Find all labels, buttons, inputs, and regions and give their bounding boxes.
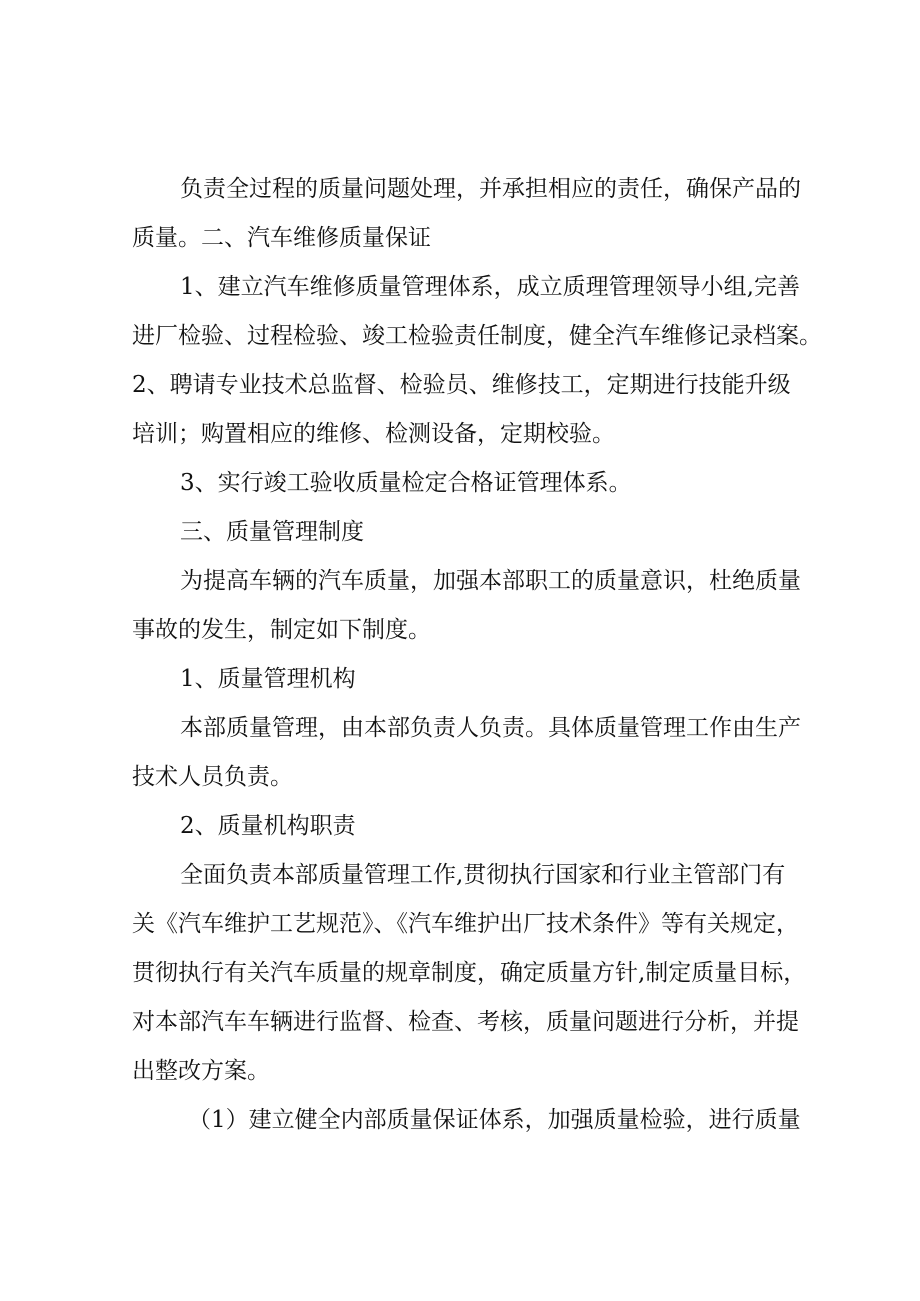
text-line: 技术人员负责。: [132, 764, 293, 790]
text-line: 本部质量管理，由本部负责人负责。具体质量管理工作由生产: [180, 715, 801, 741]
text-line: 培训；购置相应的维修、检测设备，定期校验。: [132, 421, 615, 447]
text-line: 出整改方案。: [132, 1058, 270, 1084]
text-line: 2、聘请专业技术总监督、检验员、维修技工，定期进行技能升级: [132, 372, 791, 398]
text-line: 贯彻执行有关汽车质量的规章制度，确定质量方针,制定质量目标，: [132, 960, 807, 986]
text-line: 为提高车辆的汽车质量，加强本部职工的质量意识，杜绝质量: [180, 568, 801, 594]
text-line: 关《汽车维护工艺规范》、《汽车维护出厂技术条件》等有关规定，: [132, 911, 799, 937]
text-line: 事故的发生，制定如下制度。: [132, 617, 431, 643]
text-line: 3、实行竣工验收质量检定合格证管理体系。: [180, 470, 632, 496]
document-body: [132, 165, 822, 1145]
text-line: 进厂检验、过程检验、竣工检验责任制度，健全汽车维修记录档案。: [132, 323, 822, 349]
text-line: 1、建立汽车维修质量管理体系，成立质理管理领导小组,完善: [180, 274, 800, 300]
text-line: 负责全过程的质量问题处理，并承担相应的责任，确保产品的: [180, 176, 801, 202]
text-line: 质量。二、汽车维修质量保证: [132, 225, 431, 251]
list-item: （1）建立健全内部质量保证体系，加强质量检验，进行质量: [188, 1107, 801, 1133]
subsection-heading: 2、质量机构职责: [180, 813, 356, 839]
text-line: 全面负责本部质量管理工作,贯彻执行国家和行业主管部门有: [180, 862, 786, 888]
text-line: 对本部汽车车辆进行监督、检查、考核，质量问题进行分析，并提: [132, 1009, 799, 1035]
subsection-heading: 1、质量管理机构: [180, 666, 356, 692]
section-heading: 三、质量管理制度: [180, 519, 364, 545]
